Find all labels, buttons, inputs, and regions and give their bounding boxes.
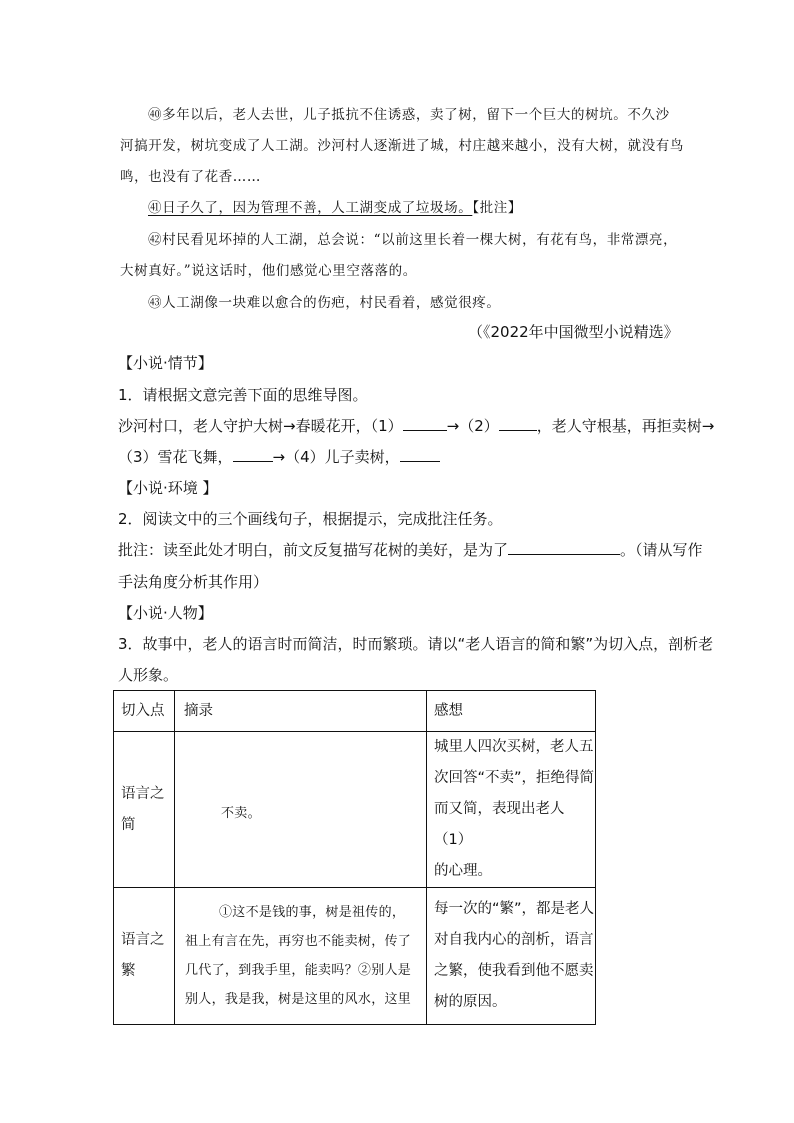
story-p41 <box>148 196 522 216</box>
source-citation: （《2022年中国微型小说精选》 <box>468 323 679 341</box>
thought-line: 之繁，使我看到他不愿卖 <box>434 963 594 979</box>
thought-line: 树的原因。 <box>434 994 507 1010</box>
table-cell-thought <box>427 732 596 888</box>
section-tag-character: 【小说·人物】 <box>118 604 213 622</box>
answer-blank-3[interactable] <box>233 447 273 462</box>
underlined-sentence: ㊶日子久了，因为管理不善，人工湖变成了垃圾场。 <box>148 200 473 216</box>
thought-line: 而又简，表现出老人（1） <box>434 801 565 848</box>
q1-text-d: （3）雪花飞舞， <box>118 448 233 466</box>
thought-line: 对自我内心的剖析，语言 <box>434 932 594 948</box>
thought-line: 城里人四次买树，老人五 <box>434 739 594 755</box>
q1-text-e: →（4）儿子卖树， <box>272 448 400 466</box>
table-header-row <box>114 691 596 732</box>
question-1-line1 <box>118 415 714 436</box>
thought-line: 次回答“不卖”，拒绝得简 <box>434 770 595 786</box>
excerpt-line: ①这不是钱的事，树是祖传的， <box>219 905 406 920</box>
table-cell-point <box>114 732 175 888</box>
section-tag-plot: 【小说·情节】 <box>118 354 213 372</box>
excerpt-line: 别人，我是我，树是这里的风水，这里 <box>185 992 412 1007</box>
table-cell-thought <box>427 888 596 1025</box>
table-row <box>114 732 596 888</box>
story-p40-line3: 鸣，也没有了花香…… <box>120 169 261 185</box>
thought-line: 每一次的“繁”，都是老人 <box>434 901 595 917</box>
header-cell-excerpt: 摘录 <box>175 691 427 732</box>
point-line: 繁 <box>121 963 136 979</box>
point-line: 语言之 <box>121 932 165 948</box>
point-line: 语言之 <box>121 785 165 802</box>
q1-text-a: 沙河村口，老人守护大树→春暖花开，（1） <box>118 417 403 435</box>
answer-blank-1[interactable] <box>403 416 447 431</box>
story-p43: ㊸人工湖像一块难以愈合的伤疤，村民看着，感觉很疼。 <box>148 295 501 311</box>
point-line: 简 <box>121 816 136 833</box>
q1-text-b: →（2） <box>446 417 499 435</box>
header-cell-thought: 感想 <box>427 691 596 732</box>
excerpt-line: 几代了，到我手里，能卖吗？②别人是 <box>185 963 412 978</box>
story-p40-line2: 河搞开发，树坑变成了人工湖。沙河村人逐渐进了城，村庄越来越小，没有大树，就没有鸟 <box>120 138 684 154</box>
answer-blank-2[interactable] <box>499 416 537 431</box>
question-2: 2．阅读文中的三个画线句子，根据提示，完成批注任务。 <box>118 510 503 528</box>
question-1: 1．请根据文意完善下面的思维导图。 <box>118 386 368 404</box>
excerpt-line: 祖上有言在先，再穷也不能卖树，传了 <box>185 934 412 949</box>
question-3-line1: 3．故事中，老人的语言时而简洁，时而繁琐。请以“老人语言的简和繁”为切入点，剖析老 <box>118 635 714 653</box>
table-cell-excerpt <box>175 888 427 1025</box>
question-1-line2 <box>118 446 440 467</box>
q2-text-b: 。（请从写作 <box>620 541 703 559</box>
question-3-line2: 人形象。 <box>118 666 179 684</box>
question-2-line2: 手法角度分析其作用） <box>118 573 269 591</box>
annotation-marker: 【批注】 <box>472 200 522 216</box>
table-row <box>114 888 596 1025</box>
thought-line: 的心理。 <box>434 863 492 879</box>
table-cell-excerpt: 不卖。 <box>175 732 427 888</box>
header-cell-point: 切入点 <box>114 691 175 732</box>
story-p42-line2: 大树真好。”说这话时，他们感觉心里空落落的。 <box>120 263 417 279</box>
question-2-line1 <box>118 539 703 560</box>
analysis-table <box>113 690 596 1025</box>
table-cell-point <box>114 888 175 1025</box>
q1-text-c: ，老人守根基，再拒卖树→ <box>536 417 715 435</box>
answer-blank-5[interactable] <box>508 540 620 555</box>
q2-text-a: 批注：读至此处才明白，前文反复描写花树的美好，是为了 <box>118 541 509 559</box>
story-p42-line1: ㊷村民看见坏掉的人工湖，总会说：“以前这里长着一棵大树，有花有鸟，非常漂亮， <box>148 232 678 248</box>
answer-blank-4[interactable] <box>400 447 440 462</box>
story-p40-line1: ㊵多年以后，老人去世，儿子抵抗不住诱惑，卖了树，留下一个巨大的树坑。不久沙 <box>148 107 670 123</box>
section-tag-environment: 【小说·环境 】 <box>118 479 218 497</box>
